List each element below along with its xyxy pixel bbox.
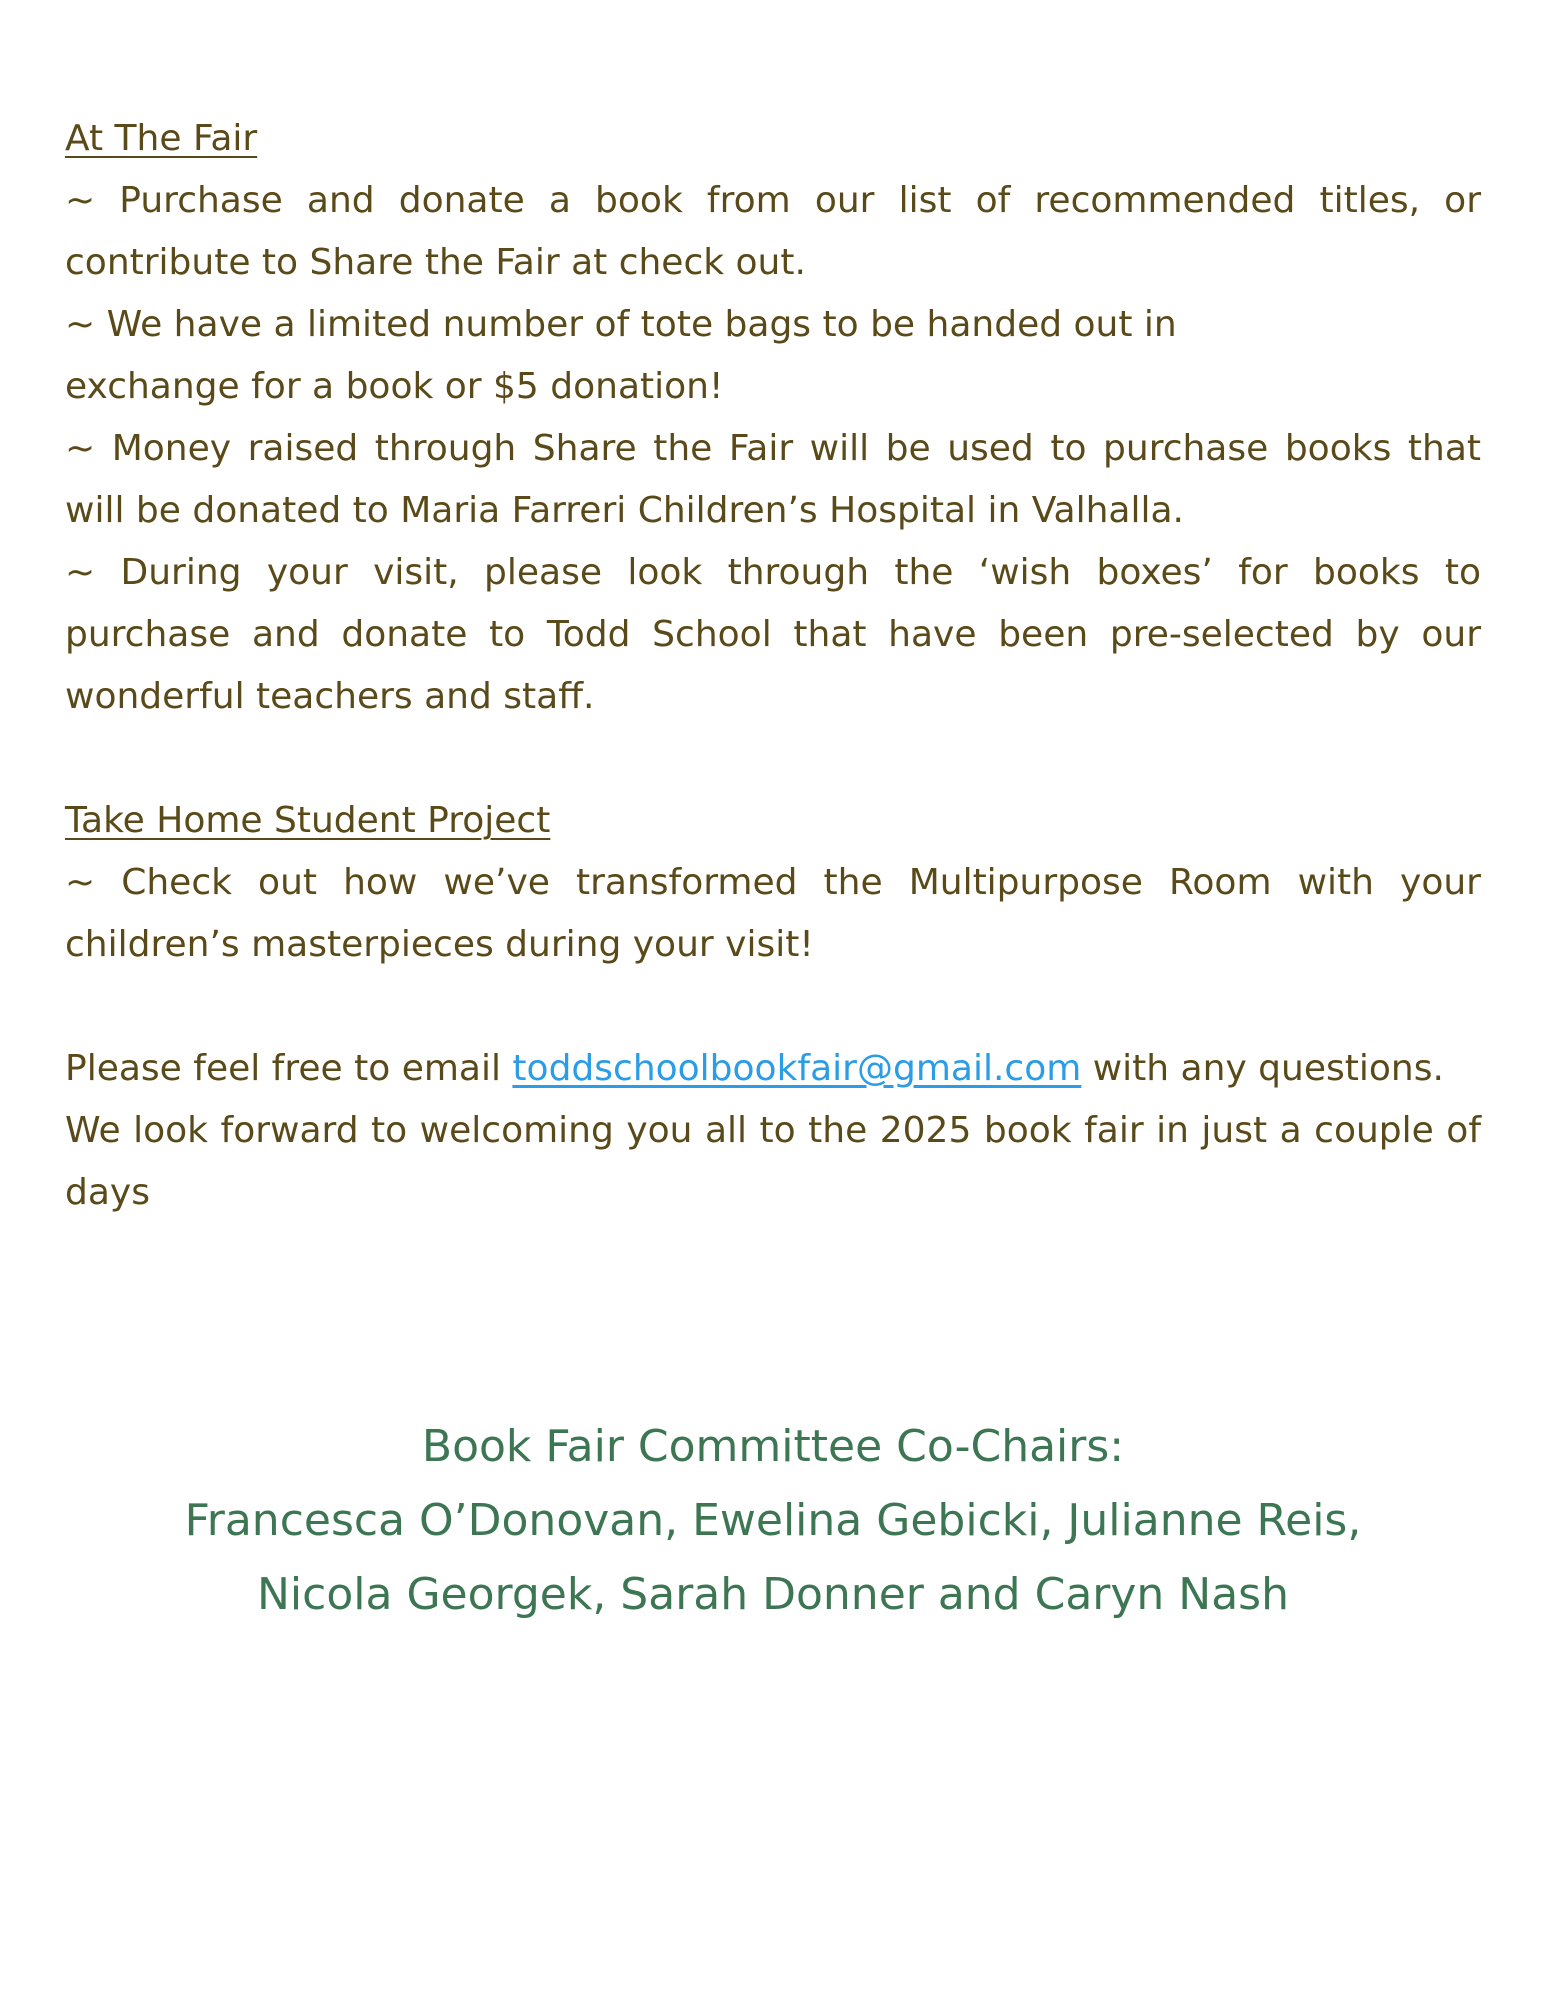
fair-item-share-the-fair: ~ Money raised through Share the Fair will be used to purchase books that will be donated to Maria Farreri Children’s Hospital in Valhalla.: [65, 428, 1481, 531]
at-the-fair-heading: At The Fair: [65, 118, 258, 159]
take-home-section: [65, 790, 1481, 976]
contact-section: [65, 1038, 1481, 1224]
signature-block: [0, 1410, 1546, 1632]
take-home-item: ~ Check out how we’ve transformed the Multipurpose Room with your children’s masterpieces during your visit!: [65, 862, 1481, 965]
contact-before-email: Please feel free to email: [65, 1048, 513, 1089]
take-home-heading: Take Home Student Project: [65, 800, 551, 841]
section-spacer: [65, 728, 1481, 790]
signature-title: Book Fair Committee Co-Chairs:: [421, 1421, 1125, 1472]
signature-names-line-2: Nicola Georgek, Sarah Donner and Caryn Nash: [257, 1569, 1289, 1620]
closing-line: We look forward to welcoming you all to the 2025 book fair in just a couple of days: [65, 1110, 1481, 1213]
contact-after-email: with any questions.: [1081, 1048, 1444, 1089]
contact-line: [65, 1038, 1481, 1100]
signature-names-line-1: Francesca O’Donovan, Ewelina Gebicki, Julianne Reis,: [184, 1495, 1362, 1546]
section-spacer: [65, 976, 1481, 1038]
email-link[interactable]: toddschoolbookfair@gmail.com: [512, 1048, 1082, 1089]
fair-item-wish-boxes: ~ During your visit, please look through the ‘wish boxes’ for books to purchase and donate to Todd School that have been pre-selected by our wonderful teachers and staff.: [65, 552, 1481, 717]
at-the-fair-section: [65, 108, 1481, 728]
fair-item-tote-bags: ~ We have a limited number of tote bags to be handed out in exchange for a book or $5 donation!: [65, 304, 1177, 407]
fair-item-recommended-titles: ~ Purchase and donate a book from our list of recommended titles, or contribute to Share the Fair at check out.: [65, 180, 1481, 283]
